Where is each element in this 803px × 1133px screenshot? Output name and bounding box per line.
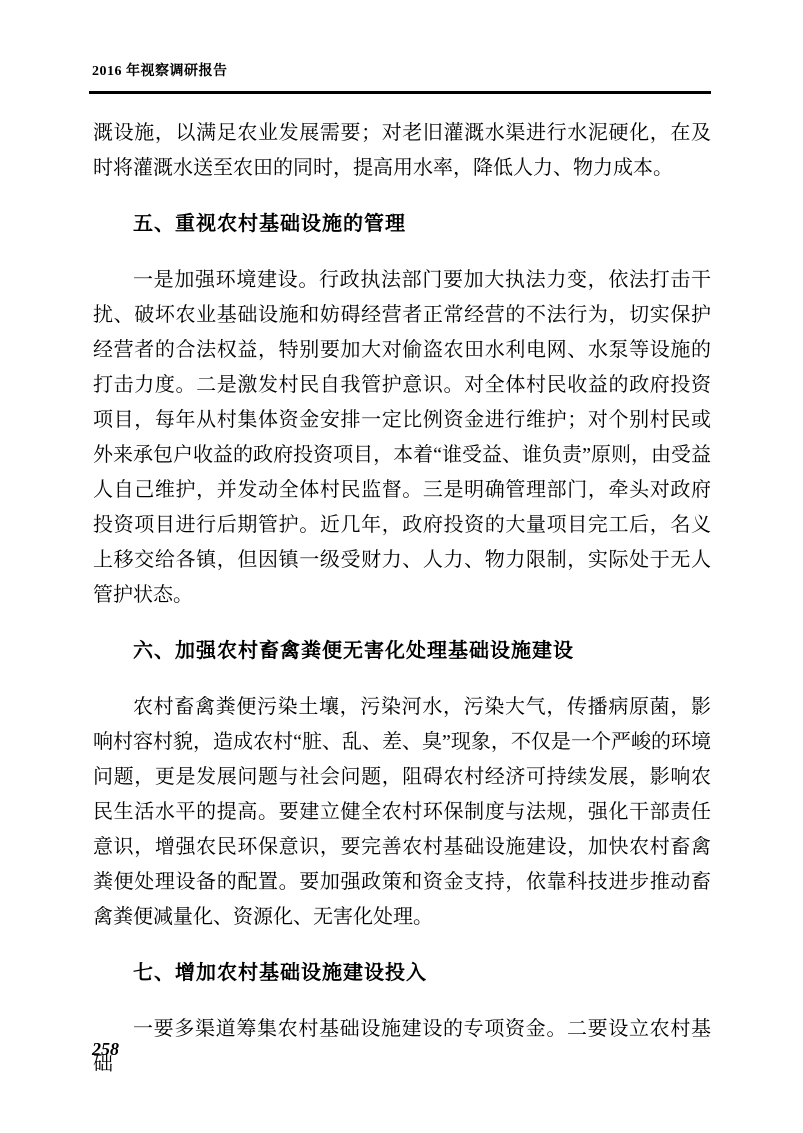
section-heading: 七、增加农村基础设施建设投入 — [133, 962, 427, 984]
page-number: 258 — [92, 1039, 119, 1059]
section-heading: 五、重视农村基础设施的管理 — [133, 213, 406, 235]
body-paragraph: 农村畜禽粪便污染土壤，污染河水，污染大气，传播病原菌，影响村容村貌，造成农村“脏、乱、差、臭”现象，不仅是一个严峻的环境问题，更是发展问题与社会问题，阻碍农村经济可持续发展，影响农民生活水平的提高。要建立健全农村环保制度与法规，强化干部责任意识，增强农民环保意识，要完善农村基础设施建设，加快农村畜禽粪便处理设备的配置。要加强政策和资金支持，依靠科技进步推动畜禽粪便减量化、资源化、无害化处理。 — [93, 696, 711, 928]
body-paragraph: 一要多渠道筹集农村基础设施建设的专项资金。二要设立农村基础 — [93, 1018, 711, 1075]
header-rule-divider — [89, 91, 711, 94]
section-heading: 六、加强农村畜禽粪便无害化处理基础设施建设 — [133, 640, 574, 662]
document-body — [93, 116, 711, 1082]
running-header-title: 2016 年视察调研报告 — [92, 64, 228, 79]
body-paragraph: 溉设施，以满足农业发展需要；对老旧灌溉水渠进行水泥硬化，在及时将灌溉水送至农田的同时，提高用水率，降低人力、物力成本。 — [93, 122, 711, 179]
body-paragraph: 一是加强环境建设。行政执法部门要加大执法力变，依法打击干扰、破坏农业基础设施和妨碍经营者正常经营的不法行为，切实保护经营者的合法权益，特别要加大对偷盗农田水利电网、水泵等设施的打击力度。二是激发村民自我管护意识。对全体村民收益的政府投资项目，每年从村集体资金安排一定比例资金进行维护；对个别村民或外来承包户收益的政府投资项目，本着“谁受益、谁负责”原则，由受益人自己维护，并发动全体村民监督。三是明确管理部门，牵头对政府投资项目进行后期管护。近几年，政府投资的大量项目完工后，名义上移交给各镇，但因镇一级受财力、人力、物力限制，实际处于无人管护状态。 — [93, 269, 711, 606]
